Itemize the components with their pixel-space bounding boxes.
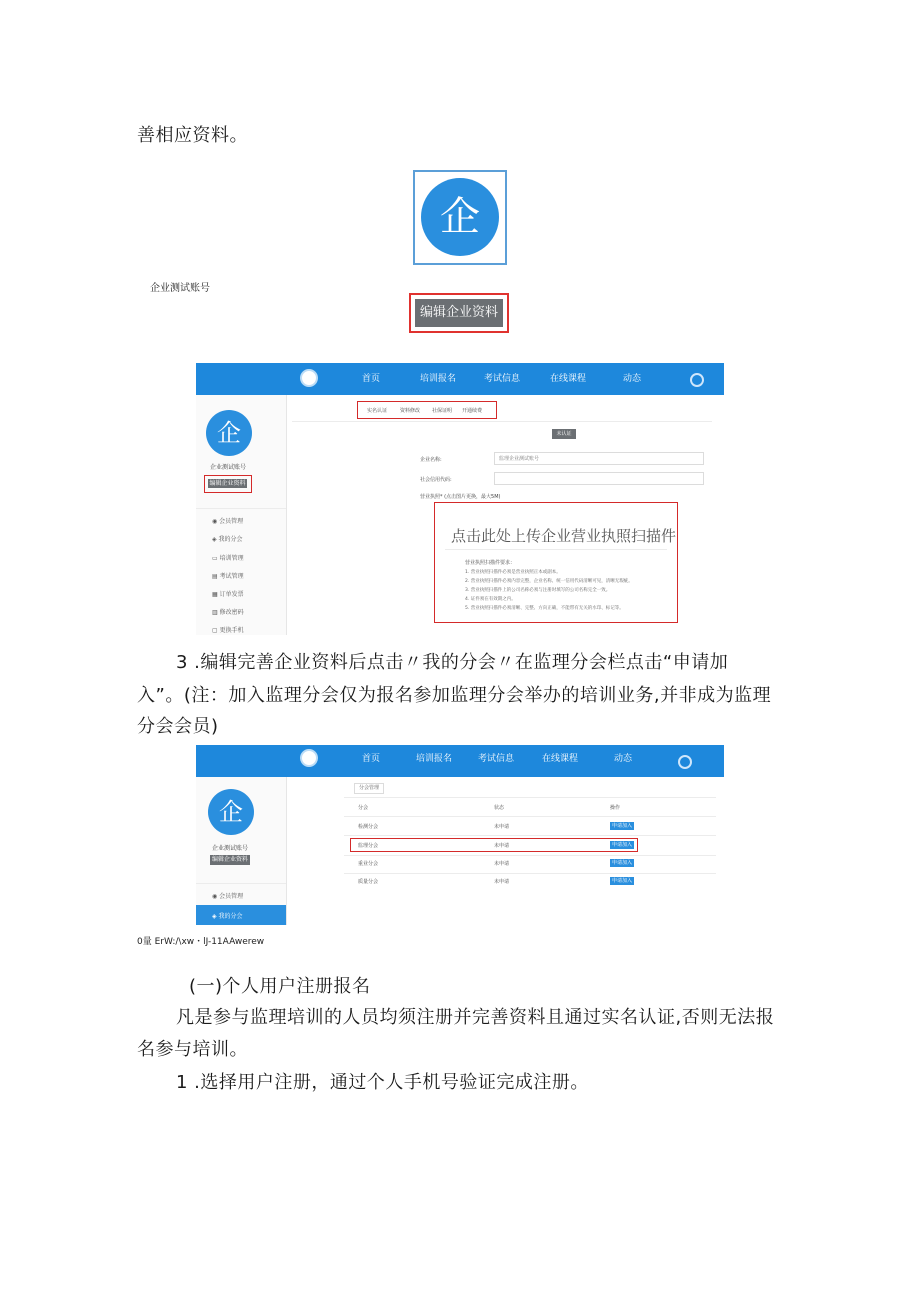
sidebar [196,395,287,635]
table-divider [344,797,716,798]
step3-line1: 3 .编辑完善企业资料后点击〃我的分会〃在监理分会栏点击“申请加 [176,652,729,673]
row-divider [344,873,716,874]
tab-divider [292,421,712,422]
upload-label: 营业执照* (点击图片更换，最大5M) [420,494,501,500]
nav-training[interactable]: 培训报名 [420,374,457,384]
step3-line2: 入”。(注：加入监理分会仅为报名参加监理分会举办的培训业务,并非成为监理 [137,685,772,706]
nav-home[interactable]: 首页 [362,754,381,764]
menu-item[interactable]: ▦ 订单发票 [212,591,244,598]
header-status: 状态 [494,805,505,811]
paragraph-line1: 凡是参与监理培训的人员均须注册并完善资料且通过实名认证,否则无法报 [176,1007,775,1028]
top-nav-bar [196,745,724,777]
row-branch-name: 检测分会 [358,824,379,830]
user-menu-icon[interactable] [690,373,704,387]
status-badge: 未认证 [552,429,576,439]
apply-join-button[interactable]: 申请加入 [611,878,632,884]
sidebar-account-name: 企业测试账号 [210,464,247,471]
site-logo-icon [300,749,318,767]
requirement-item: 3. 营业执照扫描件上的公司名称必须与注册时填写的公司名称完全一致。 [465,588,611,593]
sidebar-avatar: 企 [206,410,252,456]
account-name-label: 企业测试账号 [150,283,210,294]
text-line-top: 善相应资料。 [137,125,248,146]
menu-item[interactable]: ◉ 会员管理 [212,893,244,900]
upload-area[interactable] [434,502,678,623]
sidebar-edit-button[interactable]: 编辑企业资料 [209,480,246,487]
screenshot-profile-page [196,363,724,635]
paragraph-line2: 名参与培训。 [137,1039,248,1060]
row-branch-name: 重业分会 [358,861,379,867]
credit-code-input[interactable] [494,472,704,485]
menu-item[interactable]: ▢ 更换手机 [212,627,244,634]
edit-button-highlight [409,293,509,333]
tab-branch-manage[interactable]: 分会管理 [354,783,384,794]
nav-training[interactable]: 培训报名 [416,754,453,764]
section-heading: (一)个人用户注册报名 [189,976,371,997]
apply-join-button[interactable]: 申请加入 [611,860,632,866]
header-branch: 分会 [358,805,369,811]
apply-join-button[interactable]: 申请加入 [611,842,632,848]
menu-item[interactable]: ▥ 修改密码 [212,609,244,616]
menu-item[interactable]: ▭ 培训管理 [212,555,244,562]
menu-item[interactable]: ◉ 会员管理 [212,518,244,525]
requirement-item: 2. 营业执照扫描件必须内容完整，企业名称、统一信用代码清晰可见，清晰无瑕疵。 [465,579,633,584]
nav-exam[interactable]: 考试信息 [478,754,515,764]
row-status: 未申请 [494,824,510,830]
menu-item-active-label: ◈ 我的分会 [212,913,243,920]
sidebar [196,777,287,925]
row-divider [344,855,716,856]
nav-home[interactable]: 首页 [362,374,381,384]
row-status: 未申请 [494,861,510,867]
row-branch-name: 监理分会 [358,843,379,849]
nav-exam[interactable]: 考试信息 [484,374,521,384]
tab-social[interactable]: 社保证明 [432,408,453,414]
row-divider [344,816,716,817]
header-action: 操作 [610,805,621,811]
nav-courses[interactable]: 在线课程 [542,754,579,764]
requirement-item: 1. 营业执照扫描件必须是营业执照正本或副本。 [465,570,561,575]
upload-title: 点击此处上传企业营业执照扫描件 [451,527,677,545]
upload-divider [445,549,667,550]
user-menu-icon[interactable] [678,755,692,769]
sidebar-edit-button[interactable]: 编辑企业资料 [211,856,248,863]
step1-line: 1 .选择用户注册，通过个人手机号验证完成注册。 [176,1072,589,1093]
sidebar-divider [196,508,286,509]
field-credit-code-label: 社会信用代码: [420,477,452,483]
sidebar-avatar: 企 [208,789,254,835]
sidebar-account-name: 企业测试账号 [212,845,249,852]
menu-item-active[interactable] [196,905,286,925]
row-status: 未申请 [494,843,510,849]
row-branch-name: 质量分会 [358,879,379,885]
tab-renew[interactable]: 开通续费 [462,408,483,414]
image-caption: 0量 ErW:/\xw・lJ-11AAwerew [137,937,265,947]
row-status: 未申请 [494,879,510,885]
apply-join-button[interactable]: 申请加入 [611,823,632,829]
company-avatar-frame [413,170,507,265]
field-company-name-label: 企业名称: [420,457,442,463]
tab-profile[interactable]: 资料修改 [400,408,421,414]
nav-courses[interactable]: 在线课程 [550,374,587,384]
company-avatar: 企 [421,178,499,256]
screenshot-branch-page [196,745,724,925]
nav-news[interactable]: 动态 [623,374,642,384]
sidebar-edit-highlight [204,475,252,493]
sidebar-divider [196,883,286,884]
tab-realname[interactable]: 实名认证 [367,408,388,414]
menu-item[interactable]: ▤ 考试管理 [212,573,244,580]
top-nav-bar [196,363,724,395]
site-logo-icon [300,369,318,387]
requirement-item: 5. 营业执照扫描件必须清晰、完整、方向正确，不能带有无关的水印、标记等。 [465,606,624,611]
company-name-input[interactable]: 监理企业测试账号 [494,452,704,465]
edit-company-button[interactable]: 编辑企业资料 [415,299,503,327]
menu-item[interactable]: ◈ 我的分会 [212,536,243,543]
step3-line3: 分会会员) [137,716,219,737]
row-divider [344,835,716,836]
requirements-title: 营业执照扫描件要求： [465,560,516,566]
requirement-item: 4. 证件须在有效期之内。 [465,597,516,602]
tabs-highlight [357,401,497,419]
nav-news[interactable]: 动态 [614,754,633,764]
